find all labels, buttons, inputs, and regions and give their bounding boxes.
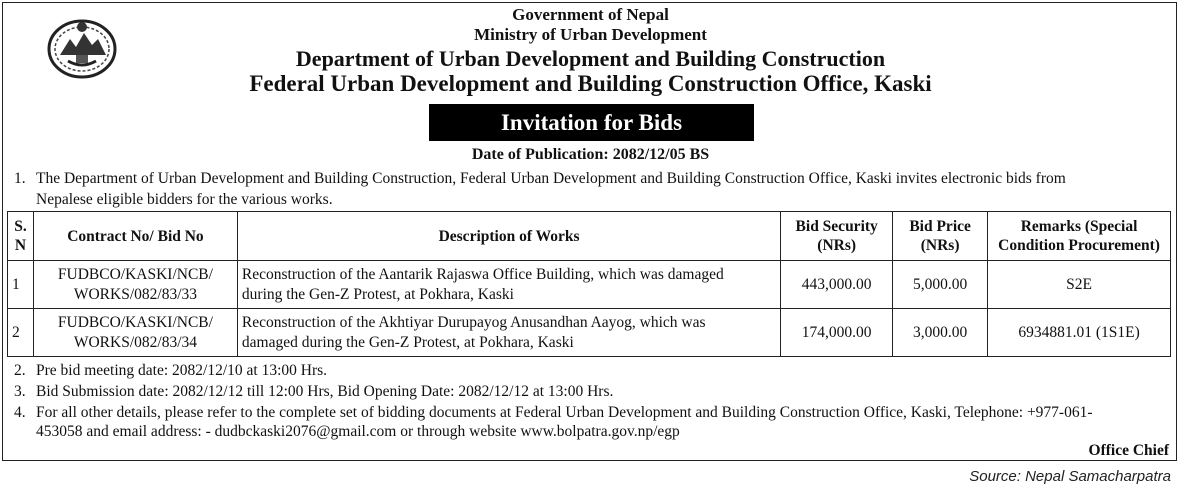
note-4-line-1: For all other details, please refer to the complete set of bidding documents at Federal Urban Development and Building Construction Office, Kaski, Telephone: +977-061-	[36, 404, 1093, 421]
header-bid-security: Bid Security (NRs)	[781, 212, 893, 261]
row-contract: FUDBCO/KASKI/NCB/ WORKS/082/83/33	[33, 261, 237, 309]
office-title: Federal Urban Development and Building Construction Office, Kaski	[249, 71, 932, 96]
row-description: Reconstruction of the Aantarik Rajaswa Office Building, which was damaged during the Gen-Z Protest, at Pokhara, Kaski	[237, 261, 780, 309]
row-bid-price: 3,000.00	[893, 309, 988, 357]
note-3-text: Bid Submission date: 2082/12/12 till 12:00 Hrs, Bid Opening Date: 2082/12/12 at 13:00 Hrs.	[36, 383, 614, 400]
invitation-banner: Invitation for Bids	[429, 104, 754, 141]
department-title: Department of Urban Development and Building Construction	[295, 46, 886, 71]
header-bid-price: Bid Price (NRs)	[893, 212, 988, 261]
header-contract: Contract No/ Bid No	[33, 212, 237, 261]
row-remarks: 6934881.01 (1S1E)	[988, 309, 1171, 357]
bids-table	[7, 211, 1171, 357]
note-4-line-2: 453058 and email address: - dudbckaski2076@gmail.com or through website www.bolpatra.gov.np/egp	[36, 423, 680, 440]
note-2-number: 2.	[14, 362, 26, 379]
note-2-text: Pre bid meeting date: 2082/12/10 at 13:00 Hrs.	[36, 362, 328, 379]
table-row	[8, 309, 1171, 357]
header-sn: S. N	[8, 212, 34, 261]
row-sn: 2	[8, 309, 34, 357]
signoff: Office Chief	[1088, 442, 1169, 459]
row-bid-security: 174,000.00	[781, 309, 893, 357]
table-header-row	[8, 212, 1171, 261]
row-contract: FUDBCO/KASKI/NCB/ WORKS/082/83/34	[33, 309, 237, 357]
intro-number: 1.	[14, 170, 26, 187]
row-description: Reconstruction of the Akhtiyar Durupayog Anusandhan Aayog, which was damaged during the Gen-Z Protest, at Pokhara, Kaski	[237, 309, 780, 357]
intro-line-2: Nepalese eligible bidders for the various works.	[36, 191, 333, 208]
table-row	[8, 261, 1171, 309]
note-3-number: 3.	[14, 383, 26, 400]
row-bid-security: 443,000.00	[781, 261, 893, 309]
publication-date: Date of Publication: 2082/12/05 BS	[471, 146, 710, 163]
row-bid-price: 5,000.00	[893, 261, 988, 309]
ministry-title: Ministry of Urban Development	[474, 25, 707, 44]
intro-line-1: The Department of Urban Development and Building Construction, Federal Urban Development and Building Construction Office, Kaski invites electronic bids from	[36, 170, 1066, 187]
government-title: Government of Nepal	[512, 5, 669, 24]
row-sn: 1	[8, 261, 34, 309]
header-description: Description of Works	[237, 212, 780, 261]
row-remarks: S2E	[988, 261, 1171, 309]
header-remarks: Remarks (Special Condition Procurement)	[988, 212, 1171, 261]
source-credit: Source: Nepal Samacharpatra	[969, 468, 1171, 485]
note-4-number: 4.	[14, 404, 26, 421]
